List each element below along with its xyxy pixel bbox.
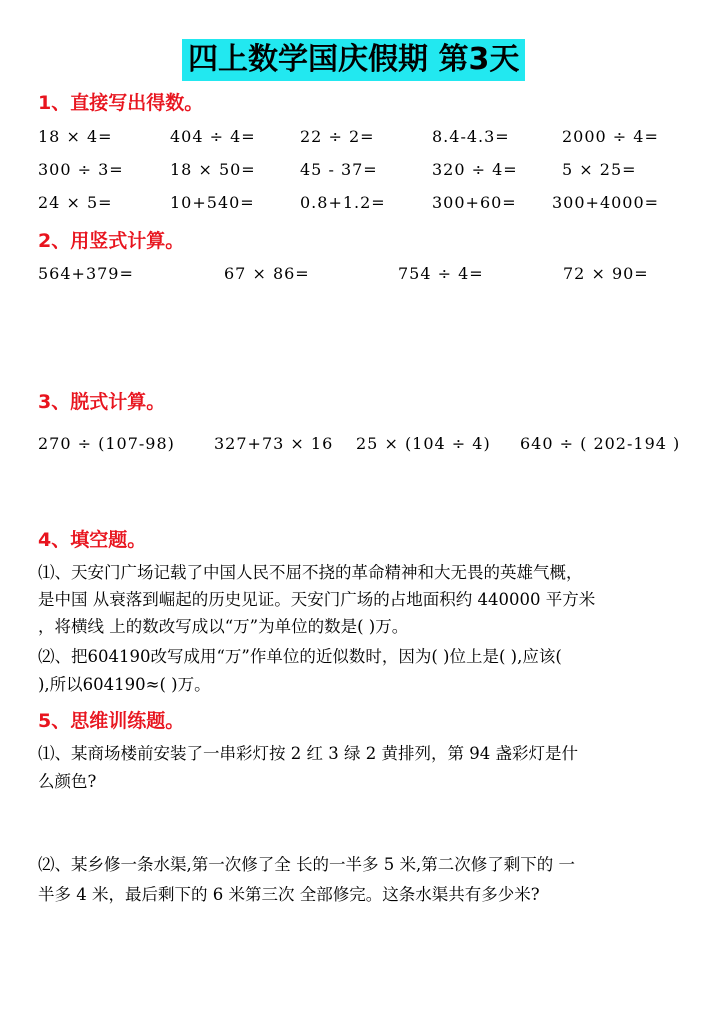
- s3-item2: 327+73 × 16: [214, 434, 334, 453]
- section-4-heading: 4、填空题。: [38, 529, 147, 551]
- s5-q1-line1: ⑴、某商场楼前安装了一串彩灯按 2 红 3 绿 2 黄排列，第 94 盏彩灯是什: [38, 744, 578, 763]
- s1-row1-item2: 404 ÷ 4=: [170, 127, 256, 146]
- s1-row1-item4: 8.4-4.3=: [432, 127, 510, 146]
- s1-row1-item1: 18 × 4=: [38, 127, 113, 146]
- s4-q1-line2: 是中国 从衰落到崛起的历史见证。天安门广场的占地面积约 440000 平方米: [38, 590, 596, 609]
- s1-row1-item5: 2000 ÷ 4=: [562, 127, 659, 146]
- page-title: 四上数学国庆假期 第3天: [182, 39, 525, 81]
- s1-row2-item2: 18 × 50=: [170, 160, 256, 179]
- s2-item2: 67 × 86=: [224, 264, 310, 283]
- s1-row3-item5: 300+4000=: [552, 193, 660, 212]
- s1-row3-item3: 0.8+1.2=: [300, 193, 386, 212]
- s1-row3-item4: 300+60=: [432, 193, 517, 212]
- s5-q1-line2: 么颜色?: [38, 772, 97, 791]
- s1-row2-item4: 320 ÷ 4=: [432, 160, 518, 179]
- s2-item3: 754 ÷ 4=: [398, 264, 484, 283]
- s5-q2-line2: 半多 4 米，最后剩下的 6 米第三次 全部修完。这条水渠共有多少米?: [38, 885, 540, 904]
- s3-item1: 270 ÷ (107-98): [38, 434, 175, 453]
- s4-q1-line3: ，将横线 上的数改写成以“万”为单位的数是( )万。: [38, 617, 409, 636]
- s1-row2-item1: 300 ÷ 3=: [38, 160, 124, 179]
- s3-item3: 25 × (104 ÷ 4): [356, 434, 491, 453]
- s2-item4: 72 × 90=: [563, 264, 649, 283]
- s1-row2-item3: 45 - 37=: [300, 160, 378, 179]
- section-2-heading: 2、用竖式计算。: [38, 230, 185, 252]
- s2-item1: 564+379=: [38, 264, 134, 283]
- section-1-heading: 1、直接写出得数。: [38, 92, 204, 114]
- s4-q1-line1: ⑴、天安门广场记载了中国人民不屈不挠的革命精神和大无畏的英雄气概，: [38, 563, 583, 582]
- s5-q2-line1: ⑵、某乡修一条水渠,第一次修了全 长的一半多 5 米,第二次修了剩下的 一: [38, 855, 575, 874]
- s4-q2-line2: ),所以604190≈( )万。: [38, 675, 211, 694]
- s1-row1-item3: 22 ÷ 2=: [300, 127, 375, 146]
- s1-row3-item1: 24 × 5=: [38, 193, 113, 212]
- s4-q2-line1: ⑵、把604190改写成用“万”作单位的近似数时，因为( )位上是( ),应该(: [38, 647, 562, 666]
- section-3-heading: 3、脱式计算。: [38, 391, 166, 413]
- s1-row3-item2: 10+540=: [170, 193, 255, 212]
- s1-row2-item5: 5 × 25=: [562, 160, 637, 179]
- s3-item4: 640 ÷ ( 202-194 ): [520, 434, 681, 453]
- section-5-heading: 5、思维训练题。: [38, 710, 185, 732]
